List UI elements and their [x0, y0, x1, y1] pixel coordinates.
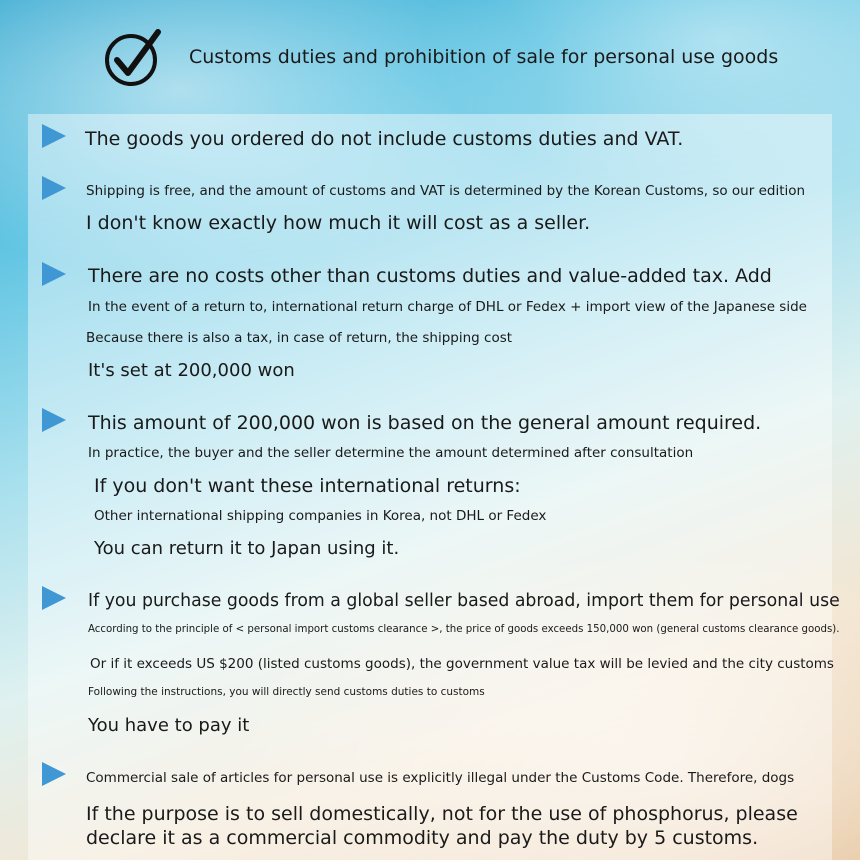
- item-5-line-1: If you purchase goods from a global seller based abroad, import them for personal use: [88, 591, 840, 611]
- item-4-line-1: This amount of 200,000 won is based on the general amount required.: [88, 412, 762, 434]
- item-5-line-5: You have to pay it: [88, 715, 250, 736]
- item-2-line-2: I don't know exactly how much it will cost as a seller.: [86, 212, 591, 234]
- bullet-arrow-icon: [40, 407, 68, 433]
- item-6-line-2: If the purpose is to sell domestically, not for the use of phosphorus, please: [86, 803, 798, 825]
- item-5-line-2: According to the principle of < personal import customs clearance >, the price of goods exceeds 150,000 won (general customs clearance goods).: [88, 624, 840, 635]
- item-4-line-5: You can return it to Japan using it.: [94, 538, 400, 559]
- bullet-arrow-icon: [40, 175, 68, 201]
- item-5-line-4: Following the instructions, you will directly send customs duties to customs: [88, 686, 485, 698]
- page-title: Customs duties and prohibition of sale for personal use goods: [189, 46, 779, 68]
- item-3-line-3: Because there is also a tax, in case of return, the shipping cost: [86, 330, 513, 346]
- bullet-arrow-icon: [40, 261, 68, 287]
- item-3-line-4: It's set at 200,000 won: [88, 360, 295, 381]
- item-1-line-1: The goods you ordered do not include customs duties and VAT.: [85, 128, 684, 150]
- check-circle-icon: [102, 28, 162, 88]
- item-3-line-2: In the event of a return to, international return charge of DHL or Fedex + import view of the Japanese side: [88, 299, 807, 315]
- item-6-line-3: declare it as a commercial commodity and pay the duty by 5 customs.: [86, 827, 759, 849]
- item-5-line-3: Or if it exceeds US $200 (listed customs goods), the government value tax will be levied and the city customs: [90, 656, 834, 672]
- bullet-arrow-icon: [40, 761, 68, 787]
- item-2-line-1: Shipping is free, and the amount of customs and VAT is determined by the Korean Customs, so our edition: [86, 183, 806, 199]
- item-6-line-1: Commercial sale of articles for personal use is explicitly illegal under the Customs Code. Therefore, dogs: [86, 770, 795, 786]
- item-4-line-2: In practice, the buyer and the seller determine the amount determined after consultation: [88, 445, 694, 461]
- item-4-line-3: If you don't want these international returns:: [94, 475, 521, 497]
- bullet-arrow-icon: [40, 123, 68, 149]
- item-4-line-4: Other international shipping companies in Korea, not DHL or Fedex: [94, 508, 547, 524]
- bullet-arrow-icon: [40, 585, 68, 611]
- item-3-line-1: There are no costs other than customs duties and value-added tax. Add: [88, 265, 772, 287]
